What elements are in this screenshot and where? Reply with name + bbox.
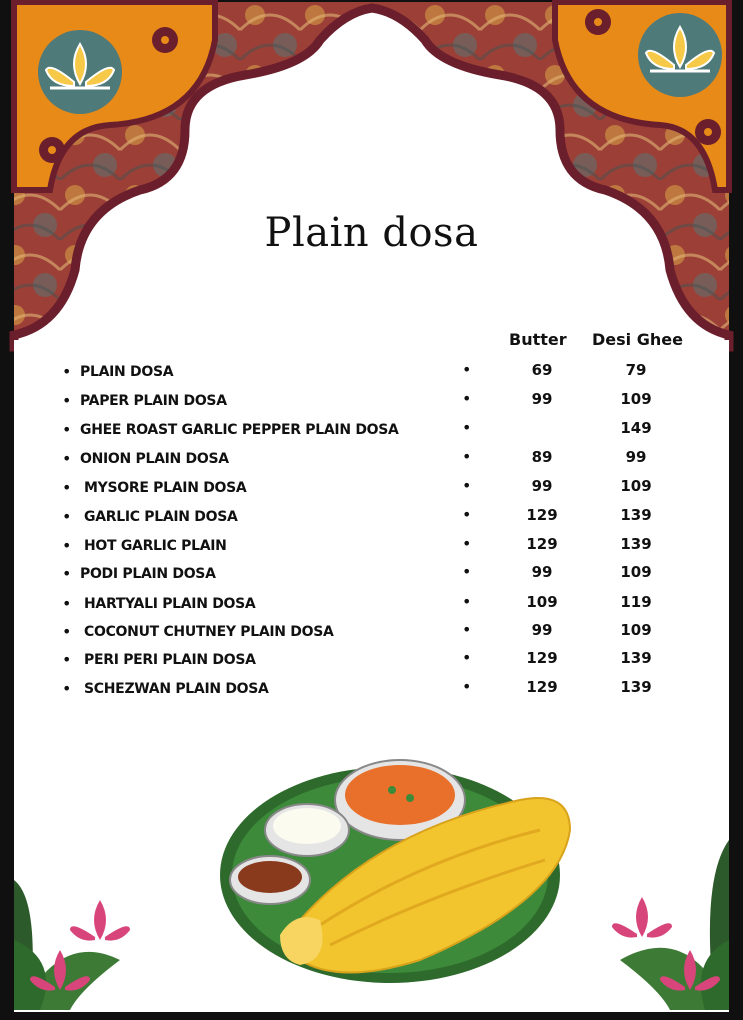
desi-ghee-price: 109 [620,390,652,408]
list-bullet: • [462,360,472,379]
list-bullet: • [62,420,72,439]
menu-item-name: HARTYALI PLAIN DOSA [84,596,256,612]
list-bullet: • [62,391,72,410]
list-bullet: • [62,449,72,468]
desi-ghee-price: 119 [620,593,652,611]
list-bullet: • [462,447,472,466]
desi-ghee-price: 149 [620,419,652,437]
menu-item-name: GARLIC PLAIN DOSA [84,509,238,525]
butter-price: 99 [531,621,553,639]
butter-price: 129 [526,678,558,696]
menu-item-name: PLAIN DOSA [80,364,174,380]
list-bullet: • [462,505,472,524]
lotus-flower-icon [612,840,729,1010]
list-bullet: • [462,562,472,581]
desi-ghee-price: 109 [620,621,652,639]
list-bullet: • [462,620,472,639]
list-bullet: • [62,536,72,555]
butter-price: 129 [526,535,558,553]
menu-item-name: MYSORE PLAIN DOSA [84,480,247,496]
list-bullet: • [462,592,472,611]
list-bullet: • [462,677,472,696]
list-bullet: • [62,564,72,583]
butter-price: 129 [526,649,558,667]
list-bullet: • [62,679,72,698]
butter-price: 89 [531,448,553,466]
desi-ghee-price: 79 [625,361,647,379]
menu-item-name: GHEE ROAST GARLIC PEPPER PLAIN DOSA [80,422,399,438]
desi-ghee-price: 139 [620,535,652,553]
desi-ghee-price: 109 [620,477,652,495]
desi-ghee-price: 99 [625,448,647,466]
list-bullet: • [62,478,72,497]
desi-ghee-price: 109 [620,563,652,581]
list-bullet: • [462,534,472,553]
list-bullet: • [462,476,472,495]
desi-ghee-price: 139 [620,506,652,524]
list-bullet: • [62,362,72,381]
list-bullet: • [462,418,472,437]
butter-column-header: Butter [509,330,567,349]
list-bullet: • [62,650,72,669]
list-bullet: • [62,594,72,613]
menu-item-name: PAPER PLAIN DOSA [80,393,227,409]
butter-price: 99 [531,563,553,581]
menu-item-name: ONION PLAIN DOSA [80,451,229,467]
menu-item-name: HOT GARLIC PLAIN [84,538,227,554]
butter-price: 99 [531,477,553,495]
list-bullet: • [462,389,472,408]
butter-price: 129 [526,506,558,524]
menu-item-name: PODI PLAIN DOSA [80,566,216,582]
menu-item-name: PERI PERI PLAIN DOSA [84,652,256,668]
desi-ghee-column-header: Desi Ghee [592,330,683,349]
menu-item-name: SCHEZWAN PLAIN DOSA [84,681,269,697]
list-bullet: • [62,507,72,526]
list-bullet: • [462,648,472,667]
butter-price: 109 [526,593,558,611]
butter-price: 99 [531,390,553,408]
menu-item-name: COCONUT CHUTNEY PLAIN DOSA [84,624,334,640]
butter-price: 69 [531,361,553,379]
page-title: Plain dosa [264,210,479,256]
list-bullet: • [62,622,72,641]
dosa-plate-illustration-icon [220,760,570,983]
lotus-flower-icon [14,880,130,1010]
desi-ghee-price: 139 [620,649,652,667]
desi-ghee-price: 139 [620,678,652,696]
